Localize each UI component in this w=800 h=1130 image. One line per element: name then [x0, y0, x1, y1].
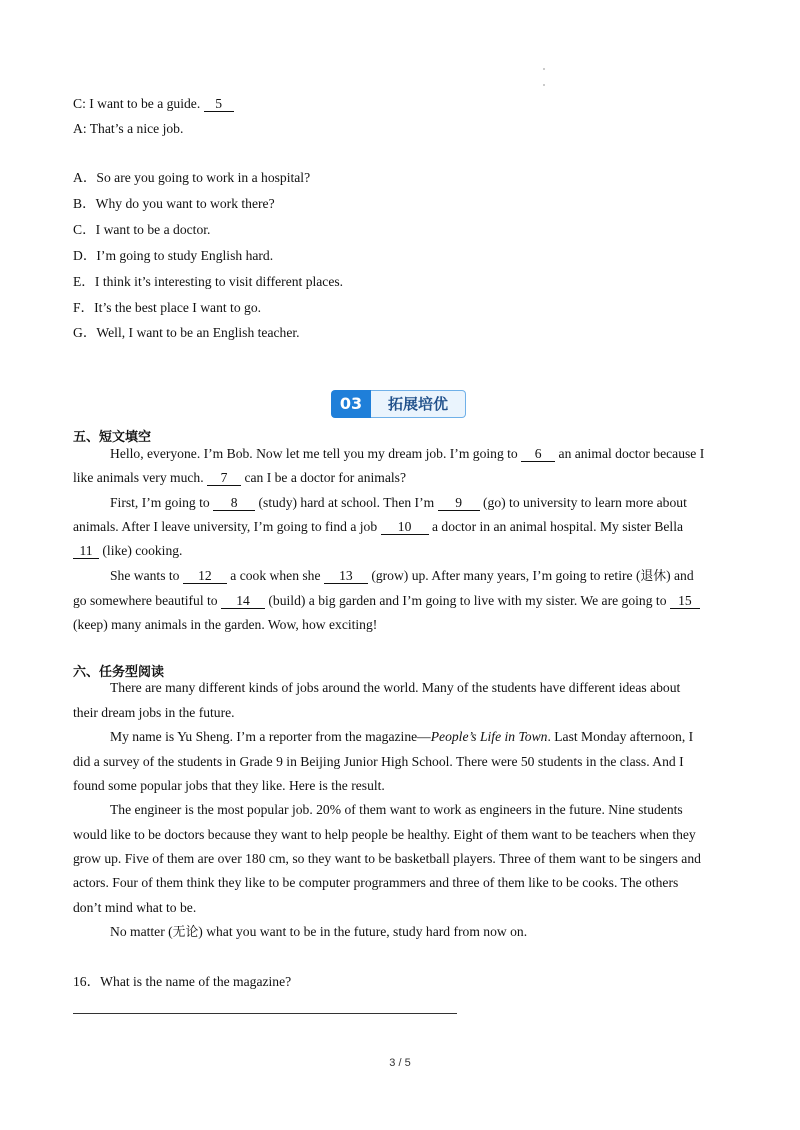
s6-line-10: don’t mind what to be.: [73, 900, 197, 915]
s5-line-7: go somewhere beautiful to 14 (build) a big garden and I’m going to live with my sister. We are going to 15: [73, 591, 700, 611]
dialogue-line-a: A: That’s a nice job.: [73, 121, 184, 136]
s5-line-3: First, I’m going to 8 (study) hard at school. Then I’m 9 (go) to university to learn more about: [110, 495, 687, 510]
s5-line-6: She wants to 12 a cook when she 13 (grow) up. After many years, I’m going to retire (退休) and: [110, 568, 694, 584]
section-banner: [331, 390, 467, 418]
s6-line-4: did a survey of the students in Grade 9 in Beijing Junior High School. There were 50 students in the class. And I: [73, 754, 684, 769]
s6-line-9: actors. Four of them think they like to be computer programmers and three of them like to be cooks. The others: [73, 875, 679, 890]
s5-line-8: (keep) many animals in the garden. Wow, how exciting!: [73, 617, 378, 632]
banner-title: 拓展培优: [371, 390, 466, 418]
s5-line-5: 11 (like) cooking.: [73, 541, 182, 561]
blank-9[interactable]: 9: [438, 495, 480, 511]
scan-dot: [543, 68, 545, 70]
option-c: C．I want to be a doctor.: [73, 222, 211, 237]
option-g: G．Well, I want to be an English teacher.: [73, 325, 300, 340]
option-d: D．I’m going to study English hard.: [73, 248, 274, 263]
blank-12[interactable]: 12: [183, 568, 227, 584]
s6-line-6: The engineer is the most popular job. 20% of them want to work as engineers in the future. Nine students: [110, 802, 683, 817]
answer-line-16[interactable]: [73, 1013, 457, 1014]
dialogue-line-c: C: I want to be a guide. 5: [73, 94, 234, 114]
blank-6[interactable]: 6: [521, 446, 555, 462]
section-5-heading: 五、短文填空: [73, 430, 152, 445]
blank-7[interactable]: 7: [207, 470, 241, 486]
option-e: E．I think it’s interesting to visit different places.: [73, 274, 344, 289]
option-f: F．It’s the best place I want to go.: [73, 300, 262, 315]
blank-15[interactable]: 15: [670, 593, 700, 609]
s6-line-5: found some popular jobs that they like. Here is the result.: [73, 778, 385, 793]
s5-line-4: animals. After I leave university, I’m going to find a job 10 a doctor in an animal hospital. My sister Bella: [73, 519, 684, 534]
blank-8[interactable]: 8: [213, 495, 255, 511]
s5-line-1: Hello, everyone. I’m Bob. Now let me tell you my dream job. I’m going to 6 an animal doctor because I: [110, 446, 705, 461]
s6-line-1: There are many different kinds of jobs around the world. Many of the students have different ideas about: [110, 680, 681, 695]
page-number: 3 / 5: [389, 1057, 411, 1069]
blank-11[interactable]: 11: [73, 543, 99, 559]
option-a: A．So are you going to work in a hospital?: [73, 170, 311, 185]
section-6-heading: 六、任务型阅读: [73, 665, 165, 680]
banner-number: 03: [331, 390, 371, 418]
s5-line-2: like animals very much. 7 can I be a doctor for animals?: [73, 470, 406, 485]
s6-line-2: their dream jobs in the future.: [73, 705, 235, 720]
option-b: B．Why do you want to work there?: [73, 196, 275, 211]
s6-line-11: No matter (无论) what you want to be in the future, study hard from now on.: [110, 924, 528, 940]
blank-10[interactable]: 10: [381, 519, 429, 535]
magazine-name: People’s Life in Town: [430, 729, 548, 744]
blank-5[interactable]: 5: [204, 96, 234, 112]
s6-line-7: would like to be doctors because they want to help people be healthy. Eight of them want to be teachers when they: [73, 827, 696, 842]
blank-13[interactable]: 13: [324, 568, 368, 584]
s6-line-8: grow up. Five of them are over 180 cm, so they want to be basketball players. Three of them want to be singers and: [73, 851, 701, 866]
blank-14[interactable]: 14: [221, 593, 265, 609]
s6-line-3: My name is Yu Sheng. I’m a reporter from the magazine—People’s Life in Town. Last Monday afternoon, I: [110, 729, 694, 744]
scan-dot: [543, 84, 545, 86]
question-16: 16．What is the name of the magazine?: [73, 974, 292, 989]
